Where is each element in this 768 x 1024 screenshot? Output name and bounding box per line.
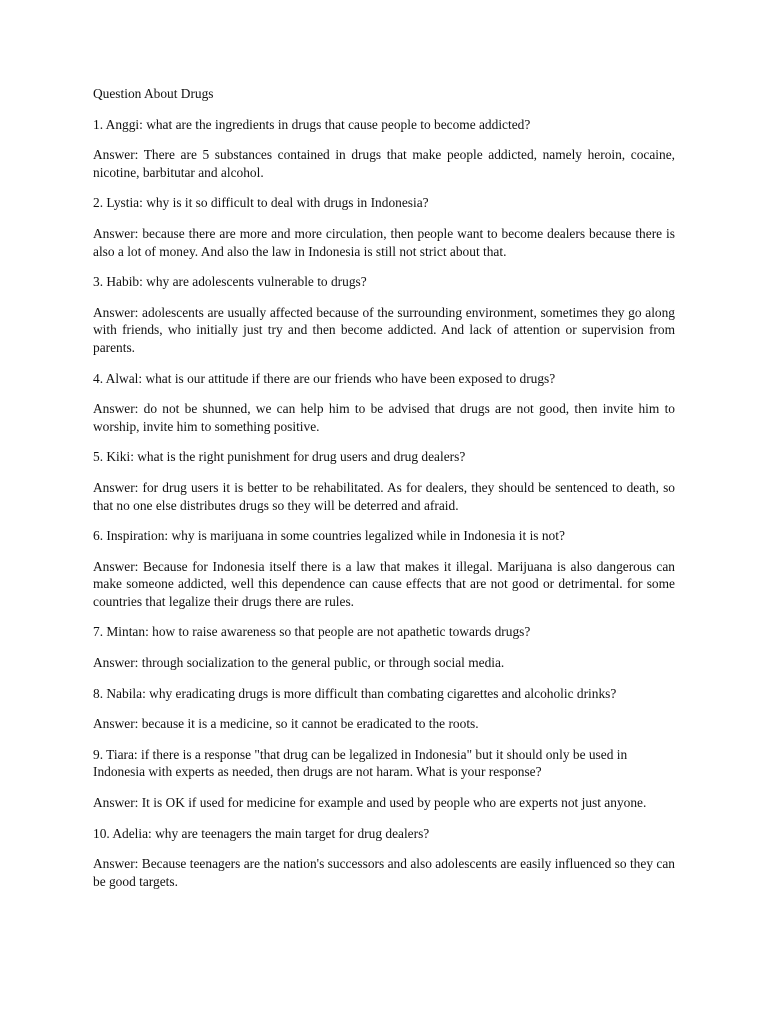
answer-7: Answer: through socialization to the general public, or through social media. xyxy=(93,655,505,671)
question-3: 3. Habib: why are adolescents vulnerable to drugs? xyxy=(93,274,367,290)
answer-8: Answer: because it is a medicine, so it cannot be eradicated to the roots. xyxy=(93,716,479,732)
question-9: 9. Tiara: if there is a response "that drug can be legalized in Indonesia" but it should only be used in Indonesia with experts as needed, then drugs are not haram. What is your response? xyxy=(93,746,628,780)
question-5: 5. Kiki: what is the right punishment for drug users and drug dealers? xyxy=(93,449,466,465)
answer-6: Answer: Because for Indonesia itself there is a law that makes it illegal. Marijuana is also dangerous can make someone addicted, well this dependence can cause effects that are not good or detrimental. for some countries that legalize their drugs there are rules. xyxy=(93,558,675,609)
document-title: Question About Drugs xyxy=(93,86,214,101)
answer-9: Answer: It is OK if used for medicine for example and used by people who are experts not just anyone. xyxy=(93,795,647,811)
question-6: 6. Inspiration: why is marijuana in some countries legalized while in Indonesia it is not? xyxy=(93,528,565,544)
question-10: 10. Adelia: why are teenagers the main target for drug dealers? xyxy=(93,825,430,841)
question-4: 4. Alwal: what is our attitude if there are our friends who have been exposed to drugs? xyxy=(93,370,556,386)
question-8: 8. Nabila: why eradicating drugs is more difficult than combating cigarettes and alcoholic drinks? xyxy=(93,685,617,701)
question-7: 7. Mintan: how to raise awareness so that people are not apathetic towards drugs? xyxy=(93,624,531,640)
answer-10: Answer: Because teenagers are the nation's successors and also adolescents are easily influenced so they can be good targets. xyxy=(93,856,675,889)
answer-3: Answer: adolescents are usually affected because of the surrounding environment, sometimes they go along with friends, who initially just try and then become addicted. And lack of attention or supervision from parents. xyxy=(93,304,675,355)
answer-5: Answer: for drug users it is better to be rehabilitated. As for dealers, they should be sentenced to death, so that no one else distributes drugs so they will be deterred and afraid. xyxy=(93,479,675,513)
answer-2: Answer: because there are more and more circulation, then people want to become dealers because there is also a lot of money. And also the law in Indonesia is still not strict about that. xyxy=(93,225,675,259)
question-2: 2. Lystia: why is it so difficult to deal with drugs in Indonesia? xyxy=(93,195,429,211)
question-1: 1. Anggi: what are the ingredients in drugs that cause people to become addicted? xyxy=(93,116,531,132)
document-page xyxy=(93,85,675,903)
answer-1: Answer: There are 5 substances contained in drugs that make people addicted, namely heroin, cocaine, nicotine, barbitutar and alcohol. xyxy=(93,147,675,180)
answer-4: Answer: do not be shunned, we can help him to be advised that drugs are not good, then invite him to worship, invite him to something positive. xyxy=(93,401,675,434)
